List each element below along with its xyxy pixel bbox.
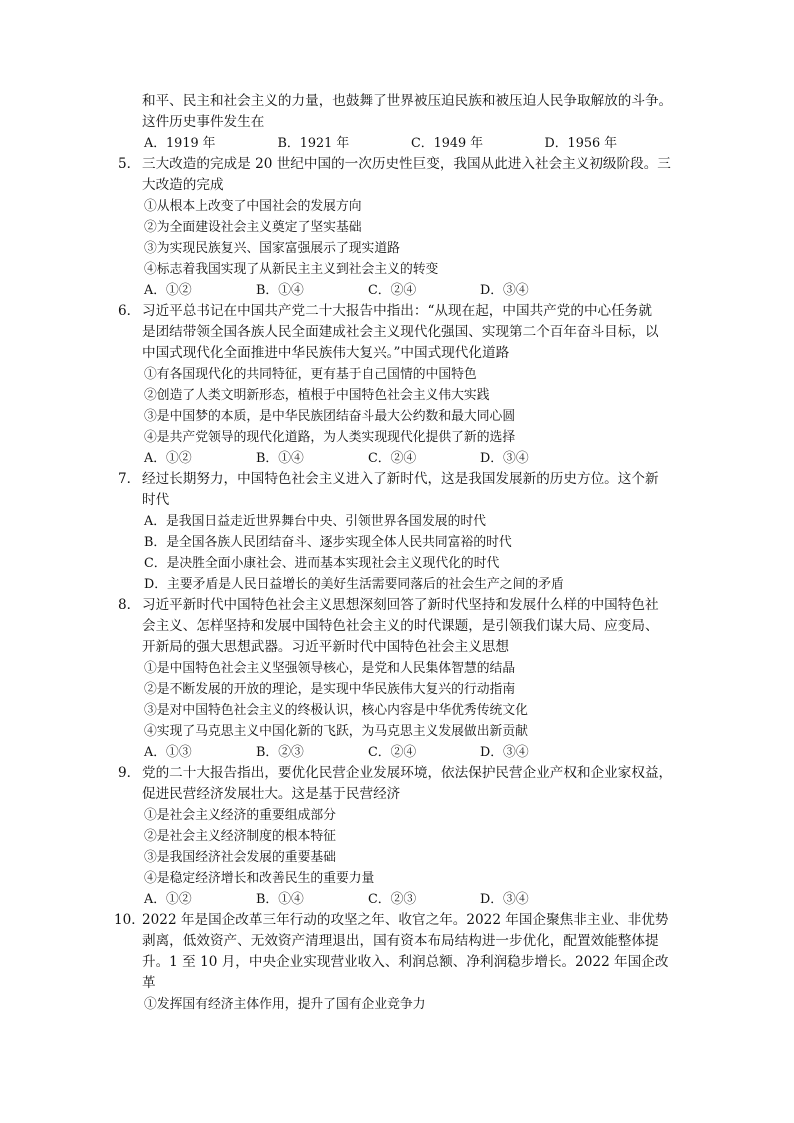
answer-choices: [118, 280, 678, 301]
question-number: 8．: [118, 597, 141, 613]
answer-choices: [118, 889, 678, 910]
question-number: 7．: [118, 471, 141, 487]
statement-2: ②是社会主义经济制度的根本特征: [144, 829, 336, 844]
question-number: 5．: [118, 156, 141, 172]
question-stem-line: 是团结带领全国各族人民全面建成社会主义现代化强国、实现第二个百年奋斗目标，以: [142, 324, 659, 340]
question-4-tail: [118, 91, 678, 154]
choice-c: C．②③: [368, 892, 417, 907]
statement-1: ①是中国特色社会主义坚强领导核心，是党和人民集体智慧的结晶: [144, 661, 516, 676]
question-stem-text: 经过长期努力，中国特色社会主义进入了新时代，这是我国发展新的历史方位。这个新: [142, 471, 659, 487]
choice-b: B．②③: [256, 745, 304, 760]
exam-content: [114, 91, 678, 1015]
question-8: [118, 595, 678, 763]
question-stem-line: [118, 763, 678, 784]
choice-d: D．③④: [480, 745, 529, 760]
question-6: [118, 301, 678, 469]
statement-3: ③是中国梦的本质，是中华民族团结奋斗最大公约数和最大同心圆: [144, 409, 516, 424]
choice-a: A．是我国日益走近世界舞台中央、引领世界各国发展的时代: [144, 514, 486, 529]
question-stem-line: [118, 595, 678, 616]
question-stem-line: [118, 154, 678, 175]
choice-d: D．③④: [480, 451, 529, 466]
choice-a: A．①②: [144, 283, 192, 298]
question-stem-line: 和平、民主和社会主义的力量，也鼓舞了世界被压迫民族和被压迫人民争取解放的斗争。: [142, 93, 673, 109]
question-stem-line: 时代: [142, 492, 170, 508]
question-9: [118, 763, 678, 910]
statement-4: ④标志着我国实现了从新民主主义到社会主义的转变: [144, 262, 439, 277]
question-stem-text: 习近平总书记在中国共产党二十大报告中指出：“从现在起，中国共产党的中心任务就: [142, 303, 652, 319]
statement-4: ④是稳定经济增长和改善民生的重要力量: [144, 871, 375, 886]
question-7: [118, 469, 678, 595]
choice-c: C．②④: [368, 283, 417, 298]
choice-c: C．②④: [368, 745, 417, 760]
statement-1: ①发挥国有经济主体作用，提升了国有企业竞争力: [144, 997, 426, 1012]
statement-2: ②为全面建设社会主义奠定了坚实基础: [144, 220, 362, 235]
choice-c: C．是决胜全面小康社会、进而基本实现社会主义现代化的时代: [144, 556, 500, 571]
answer-choices: [118, 742, 678, 763]
choice-c: C．1949 年: [411, 136, 484, 151]
choice-b: B．①④: [256, 892, 304, 907]
question-stem-text: 2022 年是国企改革三年行动的攻坚之年、收官之年。2022 年国企聚焦非主业、非优势: [142, 912, 669, 928]
answer-choices: [118, 448, 678, 469]
question-stem-line: 促进民营经济发展壮大。这是基于民营经济: [142, 786, 401, 802]
choice-a: A．①③: [144, 745, 192, 760]
statement-1: ①是社会主义经济的重要组成部分: [144, 808, 336, 823]
question-10: [114, 910, 678, 1015]
question-stem-line: 开新局的强大思想武器。习近平新时代中国特色社会主义思想: [142, 639, 510, 655]
choice-b: B．1921 年: [277, 136, 350, 151]
statement-2: ②是不断发展的开放的理论，是实现中华民族伟大复兴的行动指南: [144, 682, 516, 697]
choice-a: A．1919 年: [144, 136, 216, 151]
question-number: 10．: [114, 912, 145, 928]
choice-d: D．③④: [480, 283, 529, 298]
question-stem-line: 会主义、怎样坚持和发展中国特色社会主义的时代课题，是引领我们谋大局、应变局、: [142, 618, 659, 634]
question-stem-line: 革: [142, 975, 156, 991]
statement-3: ③是我国经济社会发展的重要基础: [144, 850, 336, 865]
question-number: 9．: [118, 765, 141, 781]
choice-d: D．主要矛盾是人民日益增长的美好生活需要同落后的社会生产之间的矛盾: [144, 577, 564, 592]
choice-a: A．①②: [144, 892, 192, 907]
question-stem-line: 中国式现代化全面推进中华民族伟大复兴。”中国式现代化道路: [142, 345, 510, 361]
statement-4: ④是共产党领导的现代化道路，为人类实现现代化提供了新的选择: [144, 430, 516, 445]
question-stem-line: 升。1 至 10 月，中央企业实现营业收入、利润总额、净利润稳步增长。2022 年国企改: [142, 954, 669, 970]
question-stem-line: 大改造的完成: [142, 177, 224, 193]
choice-b: B．①④: [256, 451, 304, 466]
statement-1: ①有各国现代化的共同特征，更有基于自己国情的中国特色: [144, 367, 477, 382]
question-stem-line: [118, 469, 678, 490]
statement-3: ③为实现民族复兴、国家富强展示了现实道路: [144, 241, 400, 256]
choice-b: B．①④: [256, 283, 304, 298]
statement-1: ①从根本上改变了中国社会的发展方向: [144, 199, 362, 214]
choice-d: D．③④: [480, 892, 529, 907]
question-stem-line: [118, 301, 678, 322]
statement-4: ④实现了马克思主义中国化新的飞跃，为马克思主义发展做出新贡献: [144, 724, 528, 739]
choice-b: B．是全国各族人民团结奋斗、逐步实现全体人民共同富裕的时代: [144, 535, 512, 550]
choice-d: D．1956 年: [544, 136, 617, 151]
question-stem-line: [114, 910, 678, 931]
choice-a: A．①②: [144, 451, 192, 466]
question-stem-line: 剥离，低效资产、无效资产清理退出，国有资本布局结构进一步优化，配置效能整体提: [142, 933, 659, 949]
question-stem-text: 三大改造的完成是 20 世纪中国的一次历史性巨变，我国从此进入社会主义初级阶段。三: [142, 156, 671, 172]
question-stem-line: 这件历史事件发生在: [142, 114, 265, 130]
question-stem-text: 习近平新时代中国特色社会主义思想深刻回答了新时代坚持和发展什么样的中国特色社: [142, 597, 659, 613]
answer-choices: [118, 133, 678, 154]
question-stem-text: 党的二十大报告指出，要优化民营企业发展环境，依法保护民营企业产权和企业家权益，: [142, 765, 673, 781]
question-number: 6．: [118, 303, 141, 319]
choice-c: C．②④: [368, 451, 417, 466]
question-5: [118, 154, 678, 301]
statement-2: ②创造了人类文明新形态，植根于中国特色社会主义伟大实践: [144, 388, 490, 403]
statement-3: ③是对中国特色社会主义的终极认识，核心内容是中华优秀传统文化: [144, 703, 528, 718]
